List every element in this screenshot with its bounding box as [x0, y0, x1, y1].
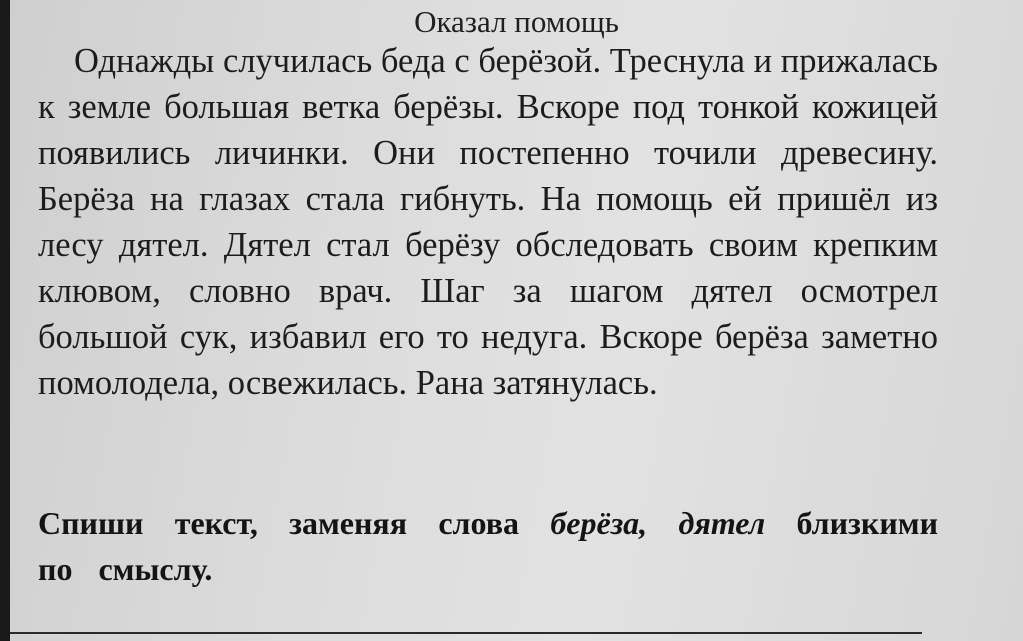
- page-title: Оказал помощь: [414, 4, 619, 39]
- textbook-page: [10, 0, 1023, 641]
- story-text: Однажды случилась беда с берёзой. Треснула и прижалась к земле большая ветка берёзы. Вскоре под тонкой кожицей появились личинки. Они постепенно точили древесину. Берёза на глазах стала гибнуть. На помощь ей пришёл из лесу дятел. Дятел стал берёзу обследовать своим крепким клювом, словно врач. Шаг за шагом дятел осмотрел большой сук, избавил его то недуга. Вскоре берёза заметно помолодела, освежилась. Рана затянулась.: [38, 42, 938, 402]
- task-text-part1: Спиши текст, заменяя слова: [38, 505, 551, 541]
- answer-line: [10, 632, 922, 634]
- task-text-part2: близкими по смыслу.: [38, 505, 939, 587]
- task-highlighted-words: берёза, дятел: [550, 505, 766, 541]
- task-instruction: [38, 500, 938, 592]
